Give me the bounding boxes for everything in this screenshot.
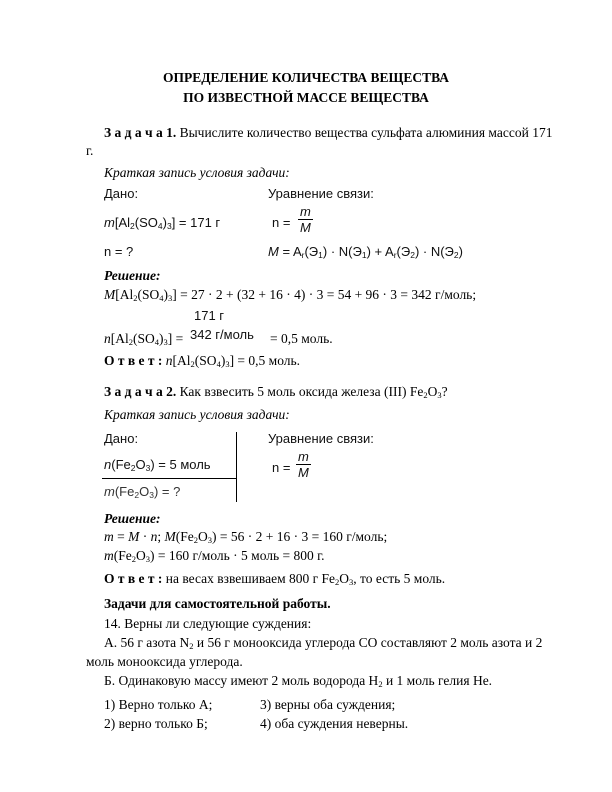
task1-text-cont: г. [86, 143, 94, 158]
answer-option-4: 4) оба суждения неверны. [260, 716, 409, 731]
given-divider-vertical [236, 432, 237, 502]
question-14: 14. Верны ли следующие суждения: [104, 616, 312, 631]
task2-solution-label: Решение: [104, 511, 161, 526]
task1-eq-n-fraction [298, 204, 313, 235]
fraction-numerator: m [300, 204, 311, 219]
task1-frac-den: 342 г/моль [190, 327, 254, 342]
title-line-1: ОПРЕДЕЛЕНИЕ КОЛИЧЕСТВА ВЕЩЕСТВА [162, 70, 450, 85]
task2-relation-label: Уравнение связи: [268, 431, 374, 446]
answer-option-1: 1) Верно только А; [104, 697, 213, 712]
given-divider-horizontal [102, 478, 237, 479]
given-mass-rhs: ] = 171 г [171, 215, 221, 230]
task2-given-label: Дано: [104, 431, 139, 446]
fraction-numerator: m [298, 449, 309, 464]
task2-eq-n-fraction [296, 449, 311, 480]
task1-given-label: Дано: [104, 186, 139, 201]
task1-text: Вычислите количество вещества сульфата алюминия массой 171 [179, 125, 553, 140]
task2-answer-label: О т в е т : [104, 571, 163, 586]
task1-calc-n: $n[Al_2(SO_4)_3]$ = [104, 331, 184, 347]
task1-solution-label: Решение: [104, 268, 161, 283]
task2-short-note: Краткая запись условия задачи: [104, 407, 290, 422]
task2-given-n: $n(Fe_2O_3) = 5$ моль [104, 457, 211, 473]
task2-solution-line-2: $m(Fe_2O_3) = 160$ г/моль · 5 моль = 800 г. [104, 548, 325, 564]
answer-option-3: 3) верны оба суждения; [260, 697, 396, 712]
title-line-2: ПО ИЗВЕСТНОЙ МАССЕ ВЕЩЕСТВА [183, 90, 429, 105]
task1-given-n: n = ? [104, 244, 134, 259]
task1-statement [104, 125, 552, 141]
self-work-heading: Задачи для самостоятельной работы. [104, 596, 331, 611]
task1-eq-n-lhs: n = [272, 215, 291, 230]
task1-answer-rhs: ] = 0,5 моль. [229, 353, 301, 368]
task2-answer: О т в е т : на весах взвешиваем 800 г $Fe_2O_3$, то есть 5 моль. [104, 571, 446, 587]
task1-calc-n-rhs: = 0,5 моль. [270, 331, 333, 346]
task1-relation-label: Уравнение связи: [268, 186, 374, 201]
task2-given-m: $m(Fe_2O_3)$ = ? [104, 484, 181, 500]
question-14-statement-a: А. 56 г азота $N_2$ и 56 г монооксида углерода СО составляют 2 моль азота и 2 [104, 635, 543, 651]
question-14-statement-a-cont: моль монооксида углерода. [86, 654, 243, 669]
task1-frac-num: 171 г [194, 308, 225, 323]
task1-short-note: Краткая запись условия задачи: [104, 165, 290, 180]
task2-eq-n-lhs: n = [272, 460, 291, 475]
fraction-denominator: M [298, 465, 309, 480]
task2-statement: З а д а ч а 2. Как взвесить 5 моль оксида железа (III) $Fe_2O_3$? [104, 384, 448, 400]
question-14-statement-b: Б. Одинаковую массу имеют 2 моль водорода $H_2$ и 1 моль гелия He. [104, 673, 493, 689]
task1-answer: О т в е т : $n[Al_2(SO_4)_3] = 0,5$ моль. [104, 353, 301, 369]
calc-M-rhs: ] = 27 · 2 + (32 + 16 · 4) · 3 = 54 + 96 · 3 = 342 г/моль; [172, 287, 477, 302]
task2-label: З а д а ч а 2. [104, 384, 177, 399]
task1-calc-M: $M[Al_2(SO_4)_3] = 27 \cdot 2 + (32 + 16 \cdot 4) \cdot 3 = 54 + 96 \cdot 3 = 342$ г/моль; [104, 287, 477, 303]
task1-given-mass: $m[Al_2(SO_4)_3] = 171$ г [104, 215, 221, 231]
fraction-denominator: M [300, 220, 311, 235]
task2-solution-line-1: m = M · n; $M(Fe_2O_3) = 56 \cdot 2 + 16 \cdot 3 = 160$ г/моль; [104, 529, 388, 545]
task1-label: З а д а ч а 1. [104, 125, 177, 140]
task1-answer-label: О т в е т : [104, 353, 163, 368]
given-mass-lhs: [Al [114, 215, 131, 230]
task1-eq-M: $M = A_r(Э_1) \cdot N(Э_1) + A_r(Э_2) \cdot N(Э_2)$ [268, 244, 463, 260]
calc-n-eq: ] = [167, 331, 184, 346]
answer-option-2: 2) верно только Б; [104, 716, 208, 731]
